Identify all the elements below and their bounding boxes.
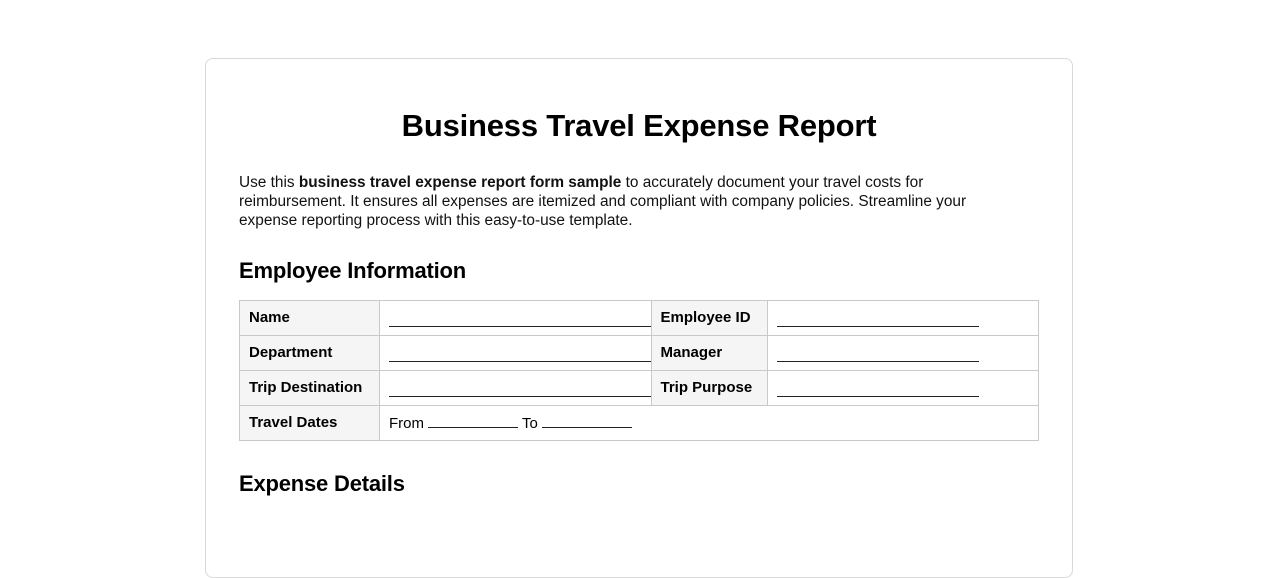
row-label-department: Department xyxy=(240,335,380,370)
trip-purpose-input-rule[interactable] xyxy=(777,382,979,397)
section-heading-expense-details: Expense Details xyxy=(239,470,405,496)
field-trip-purpose[interactable] xyxy=(767,370,1039,405)
intro-paragraph xyxy=(239,174,1001,230)
manager-input-rule[interactable] xyxy=(777,347,979,362)
section-heading-employee-information: Employee Information xyxy=(239,257,467,283)
travel-dates-to-label: To xyxy=(522,414,538,432)
table-row xyxy=(240,335,1039,370)
row-label-employee-id: Employee ID xyxy=(651,300,767,335)
employee-id-input-rule[interactable] xyxy=(777,312,979,327)
row-label-trip-destination: Trip Destination xyxy=(240,370,380,405)
intro-text-bold: business travel expense report form sample xyxy=(298,174,622,192)
row-label-name: Name xyxy=(240,300,380,335)
field-name[interactable] xyxy=(380,300,652,335)
row-label-manager: Manager xyxy=(651,335,767,370)
field-department[interactable] xyxy=(380,335,652,370)
row-label-travel-dates: Travel Dates xyxy=(240,405,380,440)
employee-information-table xyxy=(239,300,1039,441)
field-travel-dates[interactable] xyxy=(380,405,1039,440)
field-trip-destination[interactable] xyxy=(380,370,652,405)
travel-dates-from-input-rule[interactable] xyxy=(428,414,518,428)
intro-text-before: Use this xyxy=(239,174,299,192)
table-row xyxy=(240,405,1039,440)
table-row xyxy=(240,370,1039,405)
travel-dates-to-input-rule[interactable] xyxy=(542,414,632,428)
table-row xyxy=(240,300,1039,335)
page-title: Business Travel Expense Report xyxy=(401,108,877,143)
field-manager[interactable] xyxy=(767,335,1039,370)
travel-dates-from-label: From xyxy=(389,414,424,432)
document-page xyxy=(205,58,1073,578)
intro-text-after: to accurately document your travel costs for reimbursement. It ensures all expenses are itemized and compliant with company policies. Streamline your expense reporting process with this easy-to-use template. xyxy=(239,174,967,229)
field-employee-id[interactable] xyxy=(767,300,1039,335)
row-label-trip-purpose: Trip Purpose xyxy=(651,370,767,405)
